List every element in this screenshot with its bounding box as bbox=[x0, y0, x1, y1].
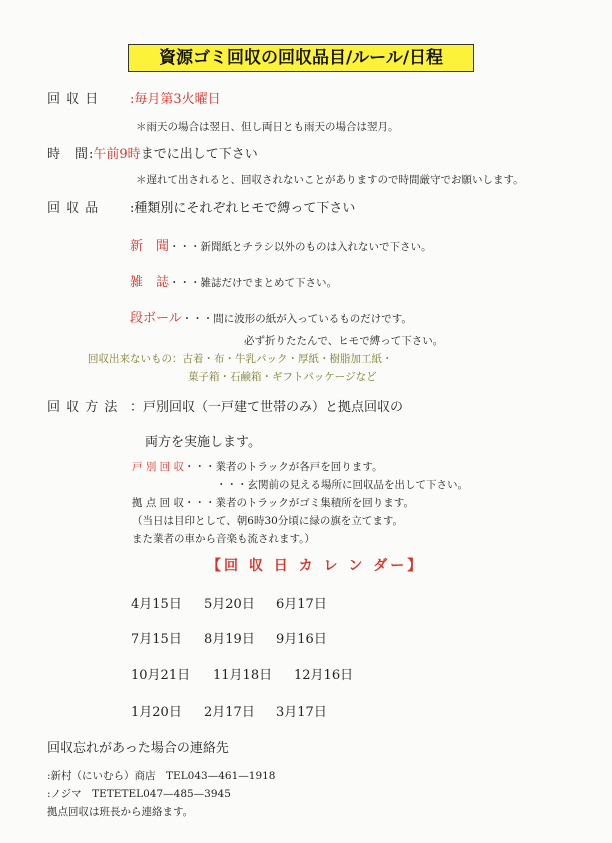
item-cardboard bbox=[130, 309, 412, 325]
time-value: 午前9時 bbox=[93, 147, 141, 162]
point-collection-label: 拠 点 回 収 bbox=[132, 497, 185, 509]
calendar-date: 2月17日 bbox=[204, 705, 255, 720]
time-value-suffix: までに出して下さい bbox=[140, 147, 258, 162]
items-label: 回 収 品 bbox=[47, 201, 100, 216]
item-name: 新 聞 bbox=[130, 239, 170, 254]
calendar-date: 10月21日 bbox=[131, 668, 191, 683]
time-label: 時 間 bbox=[47, 147, 90, 162]
contact-heading: 回収忘れがあった場合の連絡先 bbox=[47, 741, 229, 756]
point-collection-note-2: また業者の車から音楽も流されます。） bbox=[132, 533, 315, 545]
calendar-date: 6月17日 bbox=[276, 597, 327, 612]
collection-day-label: 回 収 日 bbox=[47, 92, 100, 107]
calendar-date: 4月15日 bbox=[131, 597, 182, 612]
contact-line-2: :ノジマ TETETEL047—485—3945 bbox=[47, 788, 231, 800]
collection-day-value: :毎月第3火曜日 bbox=[130, 92, 221, 107]
method-value-2: 両方を実施します。 bbox=[145, 435, 261, 450]
point-collection bbox=[132, 498, 414, 509]
time-row bbox=[47, 148, 258, 161]
calendar-date: 12月16日 bbox=[294, 668, 354, 683]
time-note: ＊遅れて出されると、回収されないことがありますので時間厳守でお願いします。 bbox=[136, 174, 524, 186]
calendar-date: 7月15日 bbox=[131, 632, 182, 647]
door-collection-label: 戸 別 回 収 bbox=[132, 461, 185, 473]
item-desc: ・・・雑誌だけでまとめて下さい。 bbox=[169, 277, 338, 289]
time-colon: : bbox=[89, 147, 94, 162]
item-name: 雑 誌 bbox=[130, 275, 170, 290]
item-name: 段ボール bbox=[130, 311, 182, 326]
contact-line-3: 拠点回収は班長から連絡ます。 bbox=[47, 806, 194, 818]
page-title: 資源ゴミ回収の回収品目/ルール/日程 bbox=[128, 44, 474, 72]
calendar-date: 5月20日 bbox=[204, 597, 255, 612]
calendar-date: 11月18日 bbox=[213, 668, 273, 683]
door-collection bbox=[132, 462, 382, 473]
calendar-title: 【回 収 日 カ レ ン ダー】 bbox=[207, 558, 425, 574]
item-desc: ・・・間に波形の紙が入っているものだけです。 bbox=[181, 313, 412, 325]
calendar-date: 3月17日 bbox=[276, 705, 327, 720]
calendar-date: 9月16日 bbox=[276, 632, 327, 647]
calendar-date: 8月19日 bbox=[204, 632, 255, 647]
method-value: ：戸別回収（一戸建て世帯のみ）と拠点回収の bbox=[130, 400, 404, 415]
method-label: 回 収 方 法 bbox=[47, 400, 119, 415]
item-magazine bbox=[130, 273, 337, 289]
not-collectable-line2: 菓子箱・石鹸箱・ギフトパッケージなど bbox=[188, 371, 377, 383]
contact-line-1: :新村（にいむら）商店 TEL043—461—1918 bbox=[47, 770, 276, 782]
calendar-date: 1月20日 bbox=[131, 705, 182, 720]
fold-note: 必ず折りたたんで、ヒモで縛って下さい。 bbox=[244, 335, 444, 347]
item-desc: ・・・新聞紙とチラシ以外のものは入れないで下さい。 bbox=[169, 241, 432, 253]
items-value: :種類別にそれぞれヒモで縛って下さい bbox=[130, 201, 356, 216]
point-collection-note-1: （当日は目印として、朝6時30分頃に緑の旗を立てます。 bbox=[132, 515, 403, 527]
point-collection-desc: ・・・業者のトラックがゴミ集積所を回ります。 bbox=[184, 497, 414, 509]
item-newspaper bbox=[130, 237, 432, 253]
collection-day-note: ＊雨天の場合は翌日、但し両日とも雨天の場合は翌月。 bbox=[136, 121, 399, 133]
not-collectable-line1: 回収出来ないもの：古着・布・牛乳パック・厚紙・樹脂加工紙・ bbox=[88, 353, 393, 365]
door-collection-desc-2: ・・・玄関前の見える場所に回収品を出して下さい。 bbox=[216, 479, 468, 491]
door-collection-desc: ・・・業者のトラックが各戸を回ります。 bbox=[184, 461, 383, 473]
